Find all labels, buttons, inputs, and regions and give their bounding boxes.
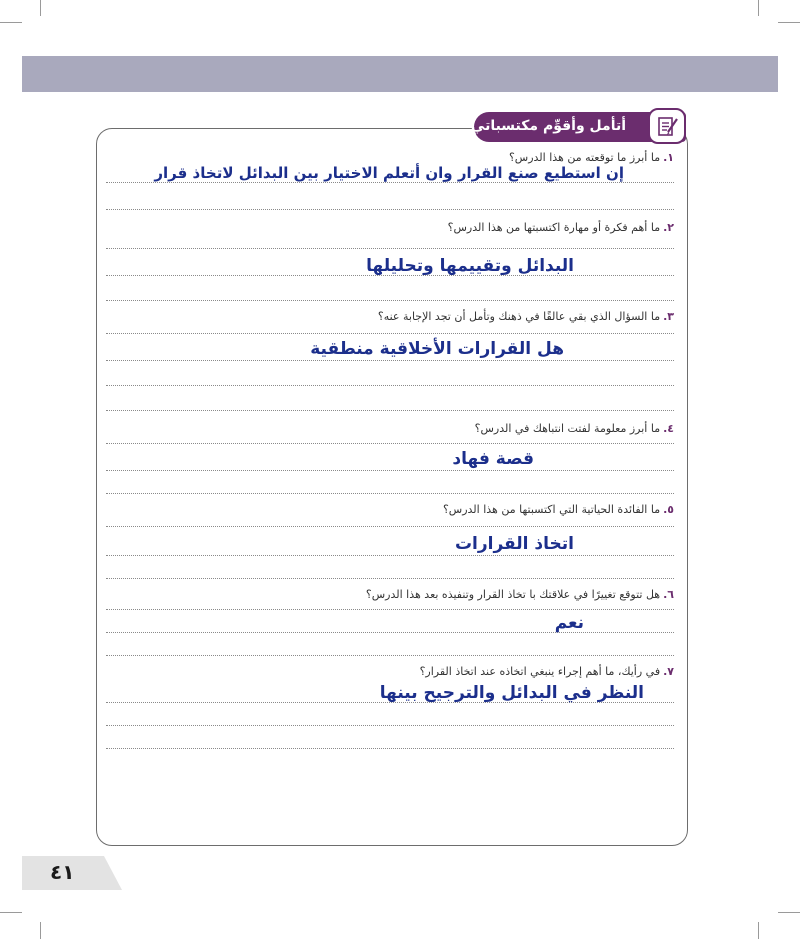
answer-field-4[interactable]: [106, 444, 674, 471]
question-5: ٥.ما الفائدة الحياتية التي اكتسبتها من هذا الدرس؟: [442, 503, 674, 516]
answer-line[interactable]: [106, 703, 674, 726]
answer-field-3[interactable]: [106, 334, 674, 361]
question-4: ٤.ما أبرز معلومة لفتت انتباهك في الدرس؟: [474, 422, 674, 435]
answer-line[interactable]: [106, 361, 674, 386]
header-band: [22, 56, 778, 92]
question-text: ما أبرز معلومة لفتت انتباهك في الدرس؟: [474, 422, 661, 435]
answer-line[interactable]: [106, 603, 674, 610]
answer-text: قصة فهاد: [452, 449, 534, 469]
questions-list: [106, 150, 674, 749]
question-2: ٢.ما أهم فكرة أو مهارة اكتسبتها من هذا الدرس؟: [447, 221, 674, 234]
question-1: ١.ما أبرز ما توقعته من هذا الدرس؟: [508, 151, 674, 164]
answer-field-7[interactable]: [106, 680, 674, 703]
section-title: أتأمل وأقوِّم مكتسباتي: [470, 118, 626, 134]
answer-text: البدائل وتقييمها وتحليلها: [366, 256, 574, 276]
answer-line[interactable]: [106, 726, 674, 749]
answer-text: اتخاذ القرارات: [454, 534, 574, 554]
answer-field-6[interactable]: [106, 610, 674, 633]
answer-line[interactable]: [106, 471, 674, 494]
answer-field-5[interactable]: [106, 527, 674, 556]
answer-text: هل القرارات الأخلاقية منطقية: [310, 339, 564, 359]
question-text: في رأيك، ما أهم إجراء ينبغي اتخاذه عند اتخاذ القرار؟: [419, 665, 661, 678]
answer-text: إن استطيع صنع القرار وان أتعلم الاختيار بين البدائل لاتخاذ قرار: [154, 164, 624, 182]
question-text: ما أهم فكرة أو مهارة اكتسبتها من هذا الدرس؟: [447, 221, 661, 234]
answer-line[interactable]: [106, 183, 674, 210]
crop-mark: [40, 0, 41, 16]
answer-text: النظر في البدائل والترجيح بينها: [379, 683, 644, 703]
question-text: ما السؤال الذي بقي عالقًا في ذهنك وتأمل أن تجد الإجابة عنه؟: [377, 310, 661, 323]
crop-mark: [0, 912, 22, 913]
answer-line[interactable]: [106, 518, 674, 527]
answer-field-2[interactable]: [106, 249, 674, 276]
question-6: ٦.هل تتوقع تغييرًا في علاقتك با تخاذ القرار وتنفيذه بعد هذا الدرس؟: [365, 588, 674, 601]
question-text: ما أبرز ما توقعته من هذا الدرس؟: [508, 151, 661, 164]
crop-mark: [778, 912, 800, 913]
page-number: ٤١: [50, 860, 75, 884]
answer-line[interactable]: [106, 325, 674, 334]
answer-line[interactable]: [106, 386, 674, 411]
crop-mark: [758, 922, 759, 939]
answer-field-1[interactable]: [106, 166, 674, 183]
section-title-pill: [470, 112, 686, 142]
answer-line[interactable]: [106, 276, 674, 301]
question-7: ٧.في رأيك، ما أهم إجراء ينبغي اتخاذه عند اتخاذ القرار؟: [419, 665, 674, 678]
question-text: ما الفائدة الحياتية التي اكتسبتها من هذا الدرس؟: [442, 503, 661, 516]
crop-mark: [758, 0, 759, 16]
question-text: هل تتوقع تغييرًا في علاقتك با تخاذ القرار وتنفيذه بعد هذا الدرس؟: [365, 588, 661, 601]
crop-mark: [0, 22, 22, 23]
answer-line[interactable]: [106, 556, 674, 579]
crop-mark: [40, 922, 41, 939]
answer-line[interactable]: [106, 236, 674, 249]
crop-mark: [778, 22, 800, 23]
notepad-pencil-icon: [648, 108, 686, 144]
answer-line[interactable]: [106, 437, 674, 444]
question-3: ٣.ما السؤال الذي بقي عالقًا في ذهنك وتأمل أن تجد الإجابة عنه؟: [377, 310, 674, 323]
answer-text: نعم: [554, 613, 584, 633]
answer-line[interactable]: [106, 633, 674, 656]
